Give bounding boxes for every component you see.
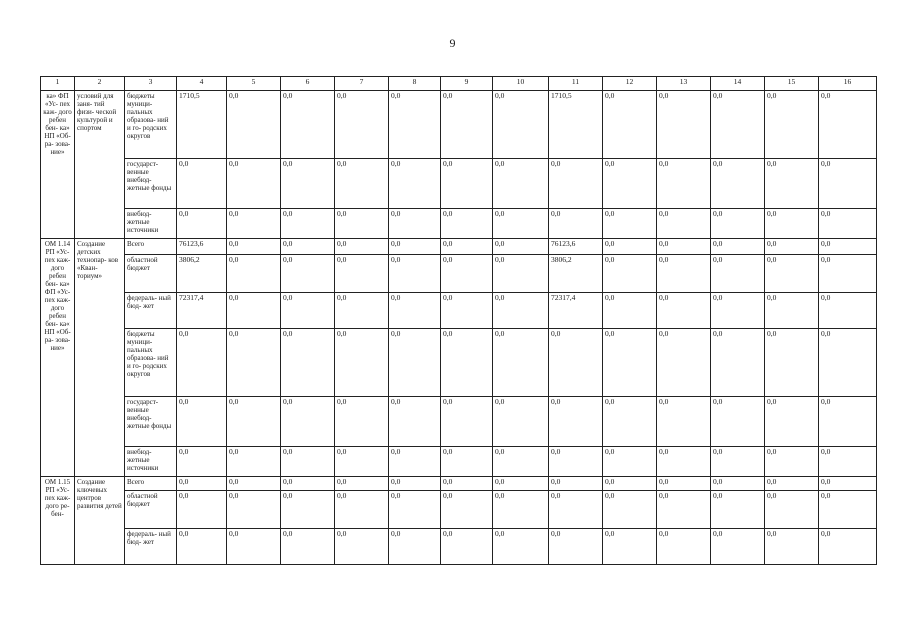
value-cell-col-11: 0,0 [549,159,603,209]
value-cell-col-7: 0,0 [335,255,389,293]
value-cell-col-10: 0,0 [493,529,549,565]
value-cell-col-14: 0,0 [711,329,765,397]
value-cell-col-11: 3806,2 [549,255,603,293]
value-cell-col-15: 0,0 [765,239,819,255]
column-number-5: 5 [227,77,281,91]
value-cell-col-11: 0,0 [549,529,603,565]
value-cell-col-12: 0,0 [603,239,657,255]
value-cell-col-9: 0,0 [441,529,493,565]
funding-source-cell: федераль- ный бюд- жет [125,529,177,565]
value-cell-col-6: 0,0 [281,447,335,477]
measure-code-cell: ОМ 1.14 РП «Ус- пех каж- дого ребен бен- ка» ФП «Ус- пех каж- дого ребен бен- ка« НП «Об- ра- зова- ние» [41,239,75,477]
value-cell-col-14: 0,0 [711,447,765,477]
value-cell-col-9: 0,0 [441,293,493,329]
funding-source-cell: бюджеты муници- пальных образова- ний и го- родских округов [125,329,177,397]
budget-table [40,76,877,565]
value-cell-col-10: 0,0 [493,209,549,239]
table-row [41,159,877,209]
value-cell-col-5: 0,0 [227,447,281,477]
funding-source-cell: бюджеты муници- пальных образова- ний и го- родских округов [125,91,177,159]
value-cell-col-7: 0,0 [335,159,389,209]
value-cell-col-13: 0,0 [657,447,711,477]
value-cell-col-14: 0,0 [711,397,765,447]
value-cell-col-16: 0,0 [819,293,877,329]
value-cell-col-13: 0,0 [657,209,711,239]
table-row [41,447,877,477]
table-row [41,329,877,397]
value-cell-col-10: 0,0 [493,329,549,397]
table-row [41,397,877,447]
value-cell-col-15: 0,0 [765,159,819,209]
column-number-1: 1 [41,77,75,91]
value-cell-col-14: 0,0 [711,91,765,159]
measure-code-cell: ОМ 1.15 РП «Ус- пех каж- дого ре- бен- [41,477,75,565]
column-number-16: 16 [819,77,877,91]
value-cell-col-12: 0,0 [603,529,657,565]
funding-source-cell: Всего [125,477,177,491]
value-cell-col-8: 0,0 [389,447,441,477]
value-cell-col-4: 0,0 [177,447,227,477]
value-cell-col-10: 0,0 [493,293,549,329]
value-cell-col-9: 0,0 [441,329,493,397]
value-cell-col-8: 0,0 [389,529,441,565]
value-cell-col-15: 0,0 [765,293,819,329]
value-cell-col-15: 0,0 [765,209,819,239]
value-cell-col-4: 72317,4 [177,293,227,329]
column-number-2: 2 [75,77,125,91]
value-cell-col-4: 0,0 [177,477,227,491]
value-cell-col-4: 0,0 [177,159,227,209]
value-cell-col-11: 72317,4 [549,293,603,329]
value-cell-col-13: 0,0 [657,239,711,255]
table-row [41,91,877,159]
value-cell-col-11: 1710,5 [549,91,603,159]
value-cell-col-11: 76123,6 [549,239,603,255]
value-cell-col-5: 0,0 [227,293,281,329]
value-cell-col-12: 0,0 [603,209,657,239]
funding-source-cell: федераль- ный бюд- жет [125,293,177,329]
table-row [41,255,877,293]
value-cell-col-10: 0,0 [493,239,549,255]
value-cell-col-9: 0,0 [441,491,493,529]
value-cell-col-12: 0,0 [603,255,657,293]
value-cell-col-15: 0,0 [765,529,819,565]
column-number-10: 10 [493,77,549,91]
value-cell-col-8: 0,0 [389,329,441,397]
value-cell-col-9: 0,0 [441,447,493,477]
value-cell-col-13: 0,0 [657,529,711,565]
funding-source-cell: Всего [125,239,177,255]
value-cell-col-5: 0,0 [227,329,281,397]
value-cell-col-11: 0,0 [549,491,603,529]
measure-name-cell: условий для заня- тий физи- ческой культурой и спортом [75,91,125,239]
value-cell-col-11: 0,0 [549,397,603,447]
value-cell-col-5: 0,0 [227,255,281,293]
value-cell-col-14: 0,0 [711,529,765,565]
value-cell-col-16: 0,0 [819,209,877,239]
value-cell-col-9: 0,0 [441,91,493,159]
page-number: 9 [449,36,456,50]
value-cell-col-7: 0,0 [335,529,389,565]
value-cell-col-11: 0,0 [549,477,603,491]
value-cell-col-5: 0,0 [227,209,281,239]
value-cell-col-5: 0,0 [227,397,281,447]
value-cell-col-5: 0,0 [227,159,281,209]
value-cell-col-6: 0,0 [281,529,335,565]
value-cell-col-8: 0,0 [389,239,441,255]
value-cell-col-7: 0,0 [335,447,389,477]
value-cell-col-13: 0,0 [657,397,711,447]
column-number-15: 15 [765,77,819,91]
value-cell-col-16: 0,0 [819,255,877,293]
value-cell-col-9: 0,0 [441,159,493,209]
value-cell-col-10: 0,0 [493,397,549,447]
funding-source-cell: областной бюджет [125,491,177,529]
value-cell-col-10: 0,0 [493,447,549,477]
funding-source-cell: государст- венные внебюд- жетные фонды [125,159,177,209]
value-cell-col-16: 0,0 [819,239,877,255]
value-cell-col-7: 0,0 [335,239,389,255]
value-cell-col-6: 0,0 [281,477,335,491]
value-cell-col-5: 0,0 [227,529,281,565]
value-cell-col-15: 0,0 [765,329,819,397]
value-cell-col-14: 0,0 [711,255,765,293]
column-number-8: 8 [389,77,441,91]
value-cell-col-12: 0,0 [603,159,657,209]
column-number-3: 3 [125,77,177,91]
value-cell-col-14: 0,0 [711,293,765,329]
value-cell-col-4: 1710,5 [177,91,227,159]
column-number-14: 14 [711,77,765,91]
value-cell-col-9: 0,0 [441,477,493,491]
value-cell-col-6: 0,0 [281,329,335,397]
value-cell-col-8: 0,0 [389,477,441,491]
value-cell-col-12: 0,0 [603,91,657,159]
value-cell-col-15: 0,0 [765,91,819,159]
value-cell-col-12: 0,0 [603,329,657,397]
value-cell-col-16: 0,0 [819,491,877,529]
funding-source-cell: государст- венные внебюд- жетные фонды [125,397,177,447]
value-cell-col-11: 0,0 [549,329,603,397]
value-cell-col-13: 0,0 [657,255,711,293]
value-cell-col-7: 0,0 [335,91,389,159]
value-cell-col-6: 0,0 [281,491,335,529]
value-cell-col-9: 0,0 [441,209,493,239]
value-cell-col-16: 0,0 [819,159,877,209]
column-number-13: 13 [657,77,711,91]
value-cell-col-16: 0,0 [819,529,877,565]
value-cell-col-15: 0,0 [765,447,819,477]
value-cell-col-13: 0,0 [657,491,711,529]
value-cell-col-7: 0,0 [335,293,389,329]
value-cell-col-10: 0,0 [493,159,549,209]
value-cell-col-4: 0,0 [177,329,227,397]
value-cell-col-6: 0,0 [281,209,335,239]
value-cell-col-4: 0,0 [177,209,227,239]
value-cell-col-14: 0,0 [711,159,765,209]
column-number-12: 12 [603,77,657,91]
value-cell-col-6: 0,0 [281,397,335,447]
column-number-4: 4 [177,77,227,91]
value-cell-col-8: 0,0 [389,159,441,209]
value-cell-col-7: 0,0 [335,477,389,491]
value-cell-col-12: 0,0 [603,477,657,491]
value-cell-col-6: 0,0 [281,159,335,209]
value-cell-col-5: 0,0 [227,239,281,255]
value-cell-col-14: 0,0 [711,239,765,255]
column-number-11: 11 [549,77,603,91]
value-cell-col-12: 0,0 [603,491,657,529]
value-cell-col-4: 0,0 [177,397,227,447]
table-row [41,477,877,491]
value-cell-col-6: 0,0 [281,91,335,159]
table-row [41,529,877,565]
value-cell-col-7: 0,0 [335,397,389,447]
value-cell-col-13: 0,0 [657,159,711,209]
column-number-6: 6 [281,77,335,91]
value-cell-col-16: 0,0 [819,447,877,477]
value-cell-col-13: 0,0 [657,293,711,329]
value-cell-col-11: 0,0 [549,209,603,239]
table-row [41,293,877,329]
value-cell-col-15: 0,0 [765,491,819,529]
value-cell-col-8: 0,0 [389,209,441,239]
table-row [41,491,877,529]
value-cell-col-9: 0,0 [441,397,493,447]
value-cell-col-10: 0,0 [493,491,549,529]
value-cell-col-9: 0,0 [441,255,493,293]
value-cell-col-12: 0,0 [603,293,657,329]
value-cell-col-8: 0,0 [389,397,441,447]
funding-source-cell: внебюд- жетные источники [125,447,177,477]
value-cell-col-14: 0,0 [711,477,765,491]
value-cell-col-5: 0,0 [227,491,281,529]
value-cell-col-8: 0,0 [389,293,441,329]
value-cell-col-10: 0,0 [493,91,549,159]
value-cell-col-11: 0,0 [549,447,603,477]
value-cell-col-13: 0,0 [657,329,711,397]
value-cell-col-4: 0,0 [177,491,227,529]
table-row [41,239,877,255]
value-cell-col-16: 0,0 [819,91,877,159]
column-number-9: 9 [441,77,493,91]
value-cell-col-15: 0,0 [765,397,819,447]
value-cell-col-8: 0,0 [389,491,441,529]
value-cell-col-15: 0,0 [765,477,819,491]
value-cell-col-16: 0,0 [819,477,877,491]
table-row [41,209,877,239]
measure-code-cell: ка» ФП «Ус- пех каж- дого ребен бен- ка» НП «Об- ра- зова- ние» [41,91,75,239]
value-cell-col-10: 0,0 [493,255,549,293]
value-cell-col-15: 0,0 [765,255,819,293]
value-cell-col-16: 0,0 [819,397,877,447]
value-cell-col-14: 0,0 [711,491,765,529]
value-cell-col-8: 0,0 [389,91,441,159]
value-cell-col-13: 0,0 [657,91,711,159]
value-cell-col-16: 0,0 [819,329,877,397]
column-number-row [41,77,877,91]
value-cell-col-7: 0,0 [335,491,389,529]
value-cell-col-8: 0,0 [389,255,441,293]
value-cell-col-13: 0,0 [657,477,711,491]
value-cell-col-6: 0,0 [281,255,335,293]
measure-name-cell: Создание ключевых центров развития детей [75,477,125,565]
value-cell-col-5: 0,0 [227,477,281,491]
table-body [41,77,877,565]
value-cell-col-7: 0,0 [335,209,389,239]
funding-source-cell: областной бюджет [125,255,177,293]
value-cell-col-7: 0,0 [335,329,389,397]
value-cell-col-12: 0,0 [603,447,657,477]
value-cell-col-4: 0,0 [177,529,227,565]
value-cell-col-9: 0,0 [441,239,493,255]
value-cell-col-5: 0,0 [227,91,281,159]
value-cell-col-4: 3806,2 [177,255,227,293]
value-cell-col-6: 0,0 [281,239,335,255]
value-cell-col-6: 0,0 [281,293,335,329]
value-cell-col-4: 76123,6 [177,239,227,255]
funding-source-cell: внебюд- жетные источники [125,209,177,239]
value-cell-col-12: 0,0 [603,397,657,447]
value-cell-col-10: 0,0 [493,477,549,491]
value-cell-col-14: 0,0 [711,209,765,239]
measure-name-cell: Создание детских технопар- ков «Кван- ториум» [75,239,125,477]
column-number-7: 7 [335,77,389,91]
